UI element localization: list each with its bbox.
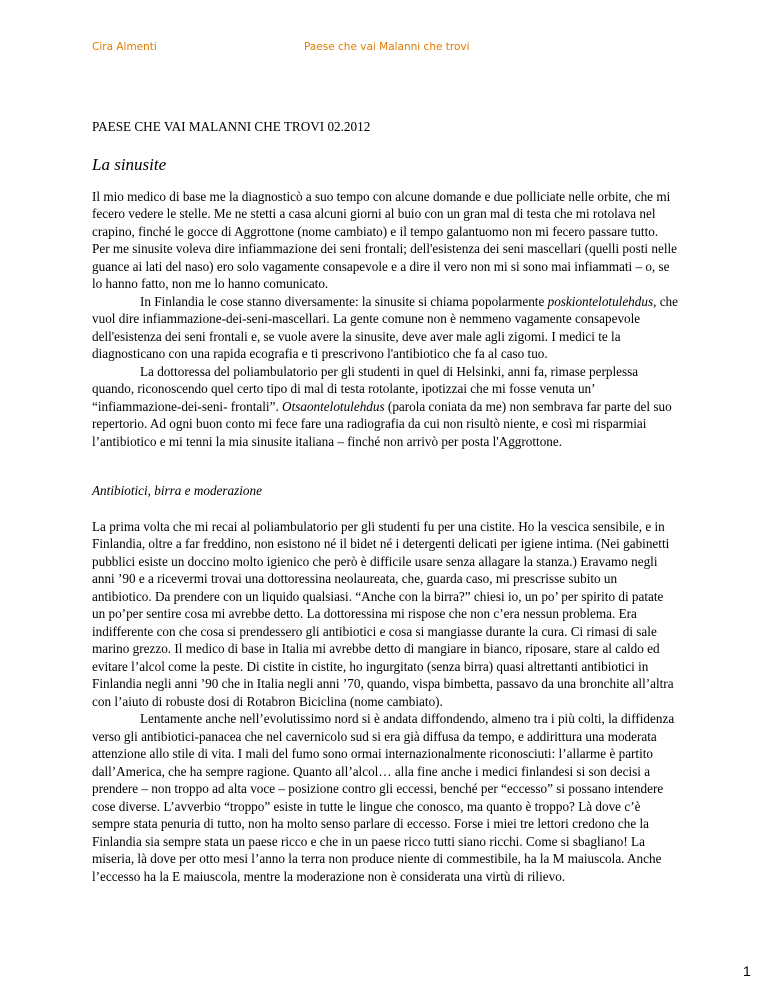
- paragraph-2: [92, 293, 678, 363]
- document-heading: PAESE CHE VAI MALANNI CHE TROVI 02.2012: [92, 119, 371, 134]
- paragraph-3: [92, 363, 678, 451]
- page-number: 1: [743, 963, 751, 979]
- paragraph-4: La prima volta che mi recai al poliambulatorio per gli studenti fu per una cistite. Ho la vescica sensibile, e in Finlandia, oltre a far freddino, non esistono né il bidet né i detergenti delicati per igiene intima. (Nei gabinetti pubblici esiste un doccino molto igienico che però è difficile usare senza allagare la stanza.) Eravamo negli anni ’90 e a ricevermi trovai una dottoressina neolaureata, che, guarda caso, mi prescrisse subito un antibiotico. Da prendere con un liquido qualsiasi. “Anche con la birra?” chiesi io, un po’ per spirito di patate un po’per sentire cosa mi avrebbe detto. La dottoressina mi rispose che non c’era nessun problema. Era indifferente con che cosa si prendessero gli antibiotici e cosa si mangiasse durante la cura. Ci rimasi di sale marino grezzo. Il medico di base in Italia mi avrebbe detto di mangiare in bianco, riposare, stare al caldo ed evitare l’alcol come la peste. Di cistite in cistite, ho ingurgitato (senza birra) quasi altrettanti antibiotici in Finlandia negli anni ’90 che in Italia negli anni ’70, quando, vispa bimbetta, passavo da una bronchite all’altra con l’aiuto di robuste dosi di Rotabron Biciclina (nome cambiato).: [92, 518, 674, 709]
- document-body: [92, 118, 678, 885]
- term-poskiontelotulehdus: poskiontelotulehdus: [547, 293, 654, 309]
- paragraph-2-text-b: , che vuol dire infiammazione-dei-seni-mascellari. La gente comune non è nemmeno vagamente consapevole dell'esistenza dei seni frontali e, se vuole avere la sinusite, deve aver male agli zigomi. I medici te la diagnosticano con una rapida ecografia e ti prescrivono l'antibiotico che fa al caso tuo.: [92, 293, 679, 361]
- paragraph-3-text-a: La dottoressa del poliambulatorio per gli studenti in quel di Helsinki, anni fa, rimase perplessa quando, riconoscendo quel certo tipo di mal di testa rotolante, ipotizzai che mi fosse venuta un’ “infiammazione-dei-seni- frontali”.: [92, 363, 639, 414]
- term-otsaontelotulehdus: Otsaontelotulehdus: [282, 398, 385, 414]
- paragraph-1: Il mio medico di base me la diagnosticò a suo tempo con alcune domande e due polliciate nelle orbite, che mi fecero vedere le stelle. Me ne stetti a casa alcuni giorni al buio con un gran mal di testa che mi rotolava nel crapino, finché le gocce di Aggrottone (nome cambiato) e il tempo galantuomo non mi fecero passare tutto. Per me sinusite voleva dire infiammazione dei seni frontali; dell'esistenza dei seni mascellari (quelli posti nelle guance ai lati del naso) ero solo vagamente consapevole e a dire il vero non mi si sono mai infiammati – o, se lo hanno fatto, non me lo hanno comunicato.: [92, 188, 678, 291]
- section-title: La sinusite: [92, 154, 167, 174]
- paragraph-5: Lentamente anche nell’evolutissimo nord si è andata diffondendo, almeno tra i più colti, la diffidenza verso gli antibiotici-panacea che nel cavernicolo sud si era già diffusa da tempo, e addirittura una moderata attenzione allo stile di vita. I mali del fumo sono ormai internazionalmente riconosciuti: l’allarme è partito dall’America, che ha sempre ragione. Quanto all’alcol… alla fine anche i medici finlandesi si son decisi a prendere – non troppo ad alta voce – posizione contro gli eccessi, benché per “eccesso” si possano intendere cose diverse. L’avverbio “troppo” esiste in tutte le lingue che conosco, ma quanto è troppo? Là dove c’è sempre stata penuria di tutto, non ha molto senso parlare di eccesso. Forse i miei tre lettori credono che la Finlandia sia sempre stata un paese ricco e che in un paese ricco tutti siano ricchi. Come si sbagliano! La miseria, là dove per otto mesi l’anno la terra non produce niente di commestibile, ha la M maiuscola. Anche l’eccesso ha la E maiuscola, mentre la moderazione non è considerata una virtù di rilievo.: [92, 711, 675, 884]
- header-title: Paese che vai Malanni che trovi: [304, 41, 470, 53]
- header-author: Cira Almenti: [92, 41, 157, 53]
- paragraph-3-text-b: (parola coniata da me) non sembrava far parte del suo repertorio. Ad ogni buon conto mi fece fare una radiografia da cui non risultò niente, e così mi risparmiai l’antibiotico e mi tenni la mia sinusite italiana – finché non arrivò per posta l'Aggrottone.: [92, 398, 672, 449]
- paragraph-2-text-a: In Finlandia le cose stanno diversamente: la sinusite si chiama popolarmente: [140, 293, 548, 309]
- subheading: Antibiotici, birra e moderazione: [92, 483, 262, 498]
